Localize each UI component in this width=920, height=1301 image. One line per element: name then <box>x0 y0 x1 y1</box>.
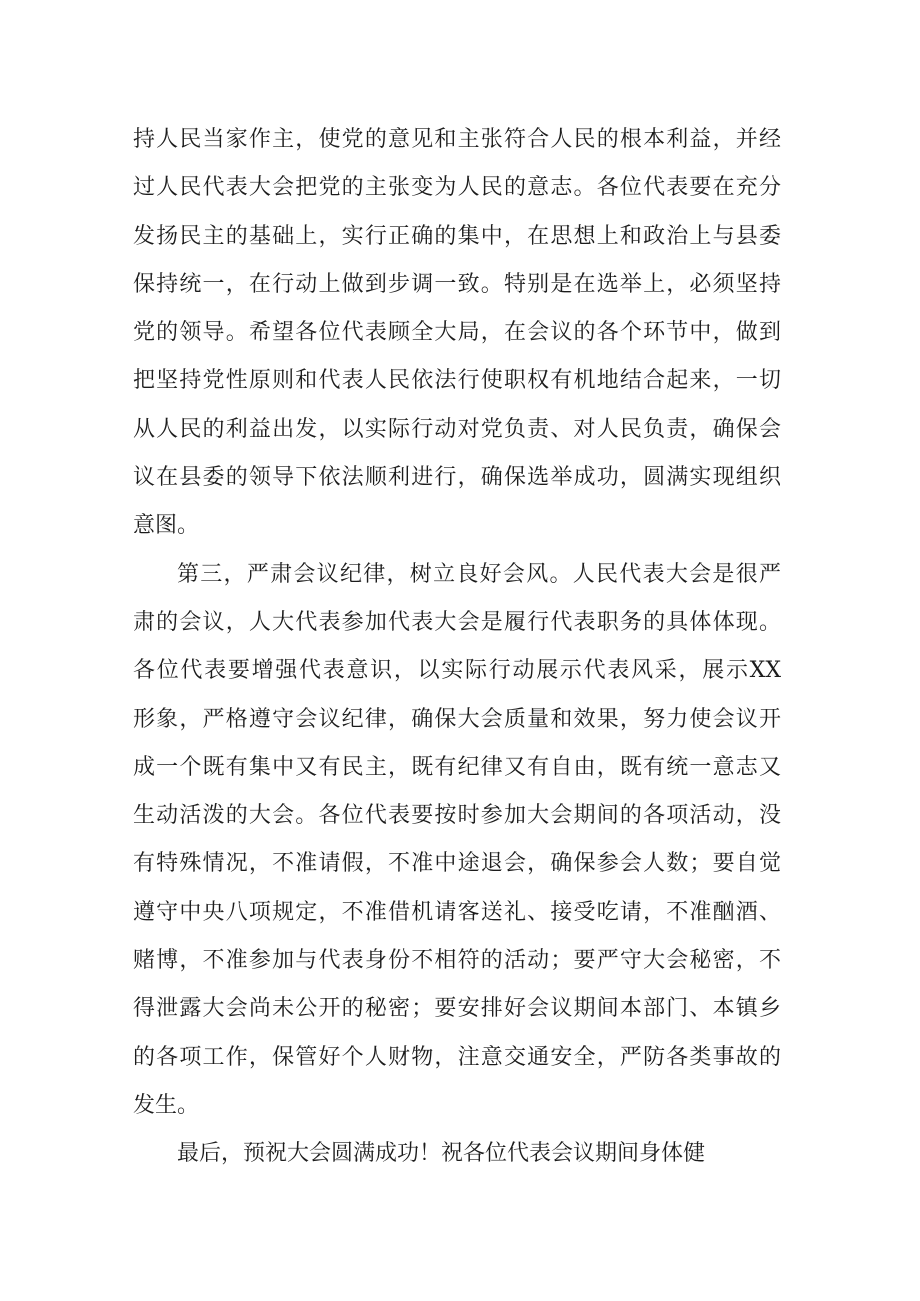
text-line: 过人民代表大会把党的主张变为人民的意志。各位代表要在充分 <box>133 175 781 201</box>
text-line: 最后，预祝大会圆满成功！祝各位代表会议期间身体健 <box>177 1141 706 1167</box>
paragraph <box>133 116 781 551</box>
document-content <box>133 116 781 1179</box>
text-line: 形象，严格遵守会议纪律，确保大会质量和效果，努力使会议开 <box>133 706 781 732</box>
paragraph <box>133 1130 781 1178</box>
text-line: 肃的会议，人大代表参加代表大会是履行代表职务的具体体现。 <box>133 609 781 635</box>
text-line: 发扬民主的基础上，实行正确的集中，在思想上和政治上与县委 <box>133 223 781 249</box>
text-line: 从人民的利益出发，以实际行动对党负责、对人民负责，确保会 <box>133 416 781 442</box>
text-line: 第三，严肃会议纪律，树立良好会风。人民代表大会是很严 <box>177 561 781 587</box>
text-line: 生动活泼的大会。各位代表要按时参加大会期间的各项活动，没 <box>133 803 781 829</box>
text-line: 赌博，不准参加与代表身份不相符的活动；要严守大会秘密，不 <box>133 948 781 974</box>
text-line: 遵守中央八项规定，不准借机请客送礼、接受吃请，不准酗酒、 <box>133 899 781 925</box>
text-line: 意图。 <box>133 513 200 539</box>
paragraph <box>133 551 781 1131</box>
text-line: 保持统一，在行动上做到步调一致。特别是在选举上，必须坚持 <box>133 271 781 297</box>
text-line: 有特殊情况，不准请假，不准中途退会，确保参会人数；要自觉 <box>133 851 781 877</box>
text-line: 得泄露大会尚未公开的秘密；要安排好会议期间本部门、本镇乡 <box>133 996 781 1022</box>
text-line: 成一个既有集中又有民主，既有纪律又有自由，既有统一意志又 <box>133 754 781 780</box>
text-line: 党的领导。希望各位代表顾全大局，在会议的各个环节中，做到 <box>133 320 781 346</box>
text-line: 持人民当家作主，使党的意见和主张符合人民的根本利益，并经 <box>133 127 781 152</box>
text-line: 的各项工作，保管好个人财物，注意交通安全，严防各类事故的 <box>133 1044 781 1070</box>
text-line: 各位代表要增强代表意识，以实际行动展示代表风采，展示XX <box>133 658 781 684</box>
text-line: 把坚持党性原则和代表人民依法行使职权有机地结合起来，一切 <box>133 368 781 394</box>
text-line: 议在县委的领导下依法顺利进行，确保选举成功，圆满实现组织 <box>133 465 781 491</box>
text-line: 发生。 <box>133 1092 200 1118</box>
